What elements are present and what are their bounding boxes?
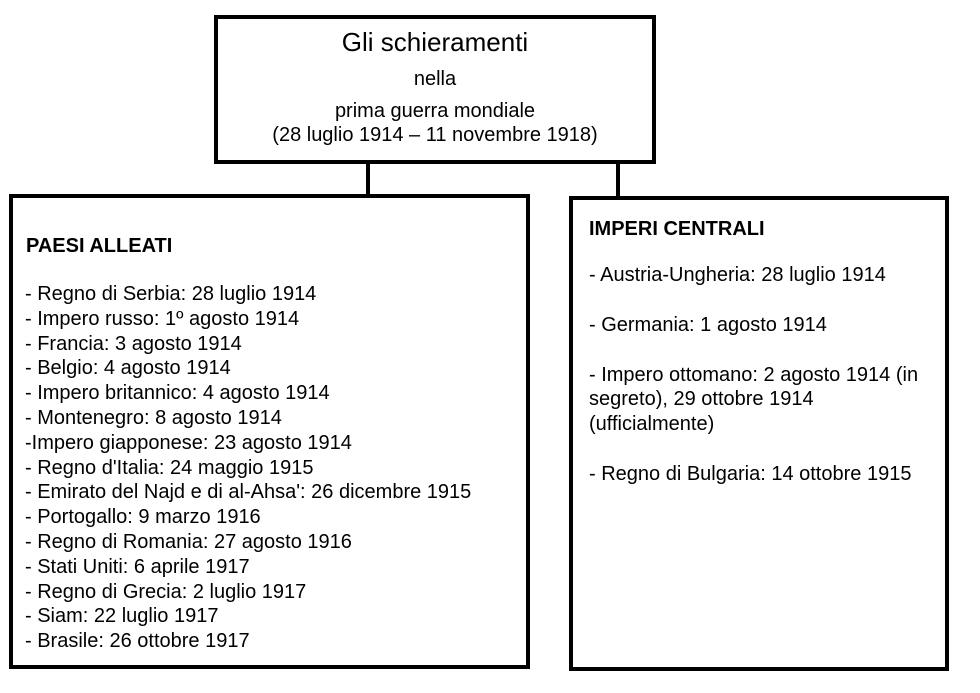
list-item: - Brasile: 26 ottobre 1917 [25,630,250,653]
list-item: - Portogallo: 9 marzo 1916 [25,506,261,529]
list-item: - Emirato del Najd e di al-Ahsa': 26 dicembre 1915 [25,481,472,504]
allies-box [9,194,530,669]
diagram-title: Gli schieramenti [341,27,529,57]
list-item: - Regno di Bulgaria: 14 ottobre 1915 [589,462,912,485]
title-subtitle-war: prima guerra mondiale [334,100,536,122]
central-box [569,196,949,671]
connector-allies [366,164,370,196]
list-item: - Siam: 22 luglio 1917 [25,605,219,628]
list-item: - Impero russo: 1º agosto 1914 [25,307,300,330]
list-item: - Austria-Ungheria: 28 luglio 1914 [589,264,886,286]
list-item: - Regno di Grecia: 2 luglio 1917 [25,580,307,603]
list-item: - Germania: 1 agosto 1914 [589,313,827,336]
list-item: -Impero giapponese: 23 agosto 1914 [25,431,352,454]
allies-heading: PAESI ALLEATI [26,235,173,257]
connector-central [616,164,620,198]
central-list [589,263,939,512]
list-item: - Regno d'Italia: 24 maggio 1915 [25,456,314,479]
list-item: - Stati Uniti: 6 aprile 1917 [25,555,250,578]
list-item: - Belgio: 4 agosto 1914 [25,357,231,380]
list-item: - Impero ottomano: 2 agosto 1914 (in segreto), 29 ottobre 1914 (ufficialmente) [589,363,919,436]
allies-list [25,282,471,654]
list-item: - Regno di Serbia: 28 luglio 1914 [25,283,317,305]
title-box [214,15,656,164]
title-subtitle-dates: (28 luglio 1914 – 11 novembre 1918) [272,124,598,146]
title-subtitle-nella: nella [413,68,457,90]
list-item: - Impero britannico: 4 agosto 1914 [25,382,330,405]
list-item: - Francia: 3 agosto 1914 [25,332,242,355]
list-item: - Montenegro: 8 agosto 1914 [25,406,282,429]
central-heading: IMPERI CENTRALI [589,218,765,240]
list-item: - Regno di Romania: 27 agosto 1916 [25,530,352,553]
